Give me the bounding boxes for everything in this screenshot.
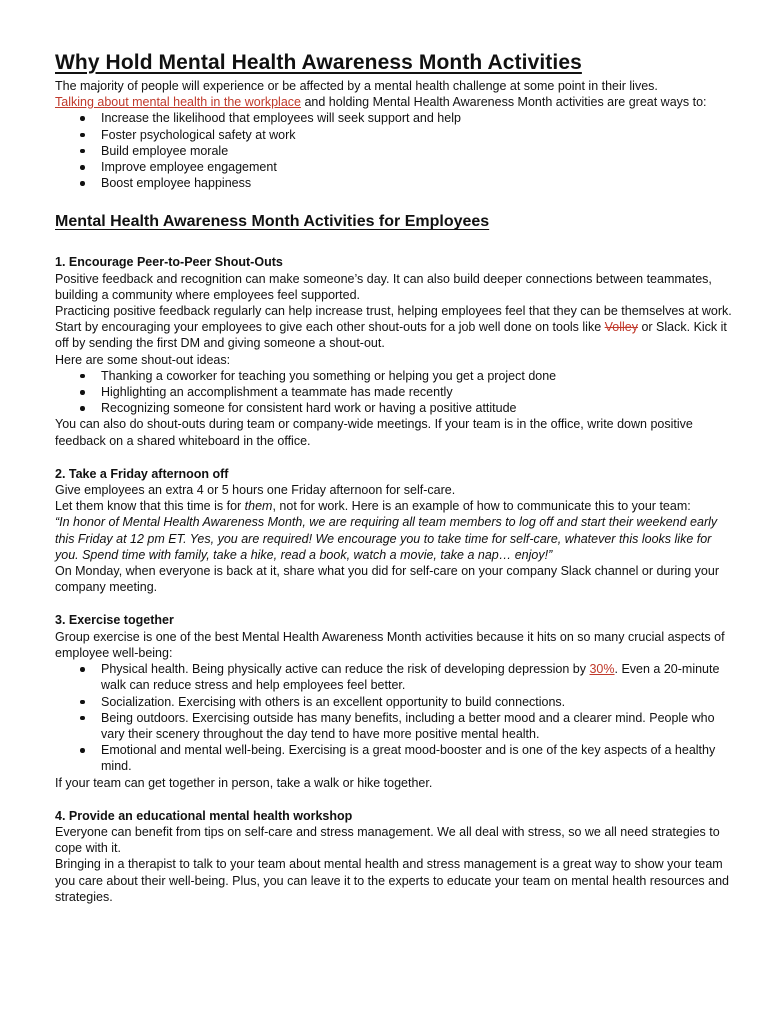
workplace-link[interactable]: Talking about mental health in the workplace xyxy=(55,95,301,110)
b1-after: . Even a 20-minute walk can reduce stress and help employees feel better. xyxy=(101,662,720,693)
exercise-benefits-list xyxy=(55,661,732,774)
intro-line: The majority of people will experience or be affected by a mental health challenge at some point in their lives. xyxy=(55,79,658,93)
list-item: Build employee morale xyxy=(101,143,732,159)
section-1-p4: Here are some shout-out ideas: xyxy=(55,352,231,367)
section-1-p3 xyxy=(55,319,732,351)
list-item: Improve employee engagement xyxy=(101,159,732,175)
list-item: Foster psychological safety at work xyxy=(101,127,732,143)
section-1-p2: Practicing positive feedback regularly can help increase trust, helping employees feel that they can be themselves at work. xyxy=(55,304,732,319)
section-2-heading: 2. Take a Friday afternoon off xyxy=(55,466,229,481)
list-item: Thanking a coworker for teaching you something or helping you get a project done xyxy=(101,368,732,384)
section-1-p5: You can also do shout-outs during team or company-wide meetings. If your team is in the office, write down positive feedback on a shared whiteboard in the office. xyxy=(55,417,693,448)
section-1-p1: Positive feedback and recognition can make someone’s day. It can also build deeper connections between teammates, building a community where employees feel supported. xyxy=(55,271,712,302)
page-title: Why Hold Mental Health Awareness Month Activities xyxy=(55,51,582,74)
shoutout-ideas-list xyxy=(55,368,732,417)
list-item: Being outdoors. Exercising outside has many benefits, including a better mood and a clearer mind. People who vary their scenery throughout the day tend to have more positive mental health. xyxy=(101,710,732,742)
section-4-p1: Everyone can benefit from tips on self-care and stress management. We all deal with stress, so we all need strategies to cope with it. xyxy=(55,824,720,856)
p2-emphasis: them xyxy=(244,499,273,514)
b1-before: Physical health. Being physically active can reduce the risk of developing depression by xyxy=(101,662,590,677)
section-title: Mental Health Awareness Month Activities for Employees xyxy=(55,213,490,231)
section-3-p2: If your team can get together in person, take a walk or hike together. xyxy=(55,775,433,790)
reasons-list xyxy=(55,110,732,191)
intro-paragraph xyxy=(55,94,732,110)
p2-before: Let them know that this time is for xyxy=(55,499,245,514)
section-2-p2 xyxy=(55,498,732,514)
p3-before: Start by encouraging your employees to give each other shout-outs for a job well done on tools like xyxy=(55,320,605,335)
section-2-p1: Give employees an extra 4 or 5 hours one Friday afternoon for self-care. xyxy=(55,483,456,498)
section-1-heading: 1. Encourage Peer-to-Peer Shout-Outs xyxy=(55,255,283,270)
p3-after: or Slack. Kick it off by sending the first DM and giving someone a shout-out. xyxy=(55,320,727,351)
list-item: Highlighting an accomplishment a teammate has made recently xyxy=(101,384,732,400)
section-4-p2: Bringing in a therapist to talk to your team about mental health and stress management is a great way to show your team you care about their well-being. Plus, you can leave it to the experts to educate your team on mental health resources and strategies. xyxy=(55,857,730,904)
list-item xyxy=(101,661,732,693)
list-item: Increase the likelihood that employees will seek support and help xyxy=(101,110,732,126)
list-item: Recognizing someone for consistent hard work or having a positive attitude xyxy=(101,400,732,416)
volley-link[interactable]: Volley xyxy=(604,320,638,335)
list-item: Boost employee happiness xyxy=(101,175,732,191)
p2-after: , not for work. Here is an example of how to communicate this to your team: xyxy=(272,499,691,514)
30-percent-link[interactable]: 30% xyxy=(589,662,615,677)
list-item: Emotional and mental well-being. Exercising is a great mood-booster and is one of the key aspects of a healthy mind. xyxy=(101,742,732,774)
intro-rest: and holding Mental Health Awareness Month activities are great ways to: xyxy=(300,95,707,110)
section-2-quote: “In honor of Mental Health Awareness Month, we are requiring all team members to log off and start their weekend early this Friday at 12 pm ET. Yes, you are required! We encourage you to take time for self-care, whatever this looks like for you. Spend time with family, take a hike, read a book, watch a movie, take a nap… enjoy!” xyxy=(55,515,718,562)
section-2-p3: On Monday, when everyone is back at it, share what you did for self-care on your company Slack channel or during your company meeting. xyxy=(55,564,720,595)
section-3-heading: 3. Exercise together xyxy=(55,613,174,628)
section-3-p1: Group exercise is one of the best Mental Health Awareness Month activities because it hits on so many crucial aspects of employee well-being: xyxy=(55,629,725,660)
section-4-heading: 4. Provide an educational mental health workshop xyxy=(55,808,353,823)
list-item: Socialization. Exercising with others is an excellent opportunity to build connections. xyxy=(101,694,732,710)
